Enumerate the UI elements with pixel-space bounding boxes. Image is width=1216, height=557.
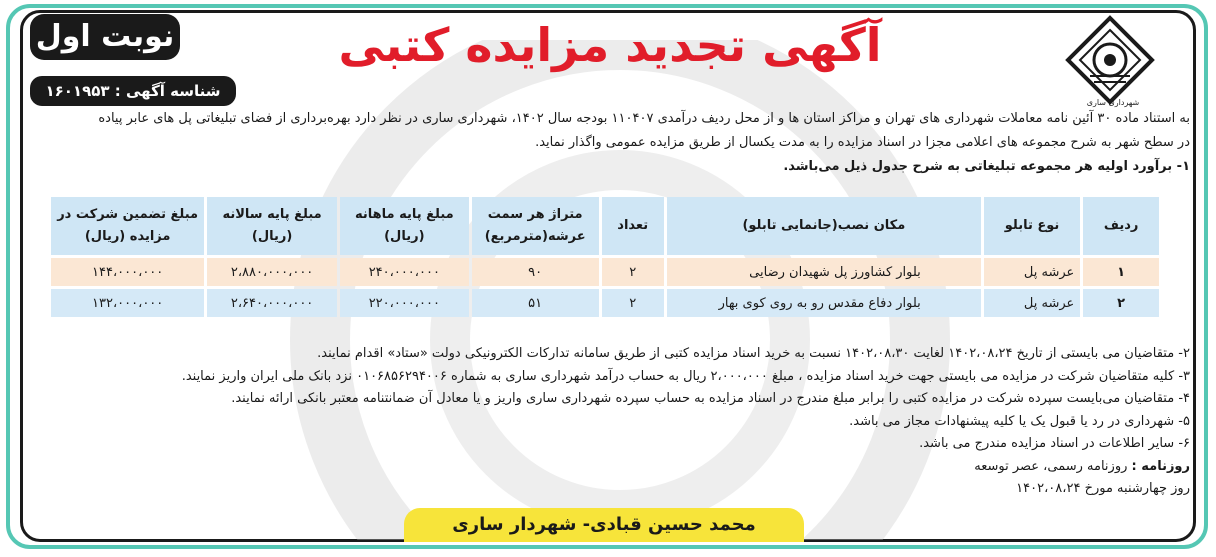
cell-yearly-base: ۲،۶۴۰،۰۰۰،۰۰۰: [207, 289, 337, 317]
cell-board-type: عرشه پل: [984, 258, 1080, 286]
col-guarantee: مبلغ تضمین شرکت در مزایده (ریال): [51, 197, 204, 255]
col-yearly-base: مبلغ پایه سالانه (ریال): [207, 197, 337, 255]
intro-line-3: ۱- برآورد اولیه هر مجموعه تبلیغاتی به شرح جدول ذیل می‌باشد.: [783, 159, 1190, 174]
table-header-row: [51, 197, 1159, 255]
cell-count: ۲: [602, 258, 664, 286]
col-monthly-base: مبلغ پایه ماهانه (ریال): [340, 197, 469, 255]
cell-monthly-base: ۲۲۰،۰۰۰،۰۰۰: [340, 289, 469, 317]
cell-row-number: ۲: [1083, 289, 1159, 317]
condition-item: ۵- شهرداری در رد یا قبول یک یا کلیه پیشنهادات مجاز می باشد.: [849, 413, 1190, 429]
conditions-list: [30, 343, 1190, 501]
newspapers-line: [30, 456, 1190, 479]
intro-line-2: در سطح شهر به شرح مجموعه های اعلامی مجزا در اسناد مزایده را به مدت یکسال از طریق مزایده عمومی واگذار نماید.: [535, 135, 1190, 150]
cell-location: بلوار دفاع مقدس رو به روی کوی بهار: [667, 289, 981, 317]
cell-count: ۲: [602, 289, 664, 317]
col-location: مکان نصب(جانمایی تابلو): [667, 197, 981, 255]
municipality-emblem-icon: [1060, 14, 1160, 110]
intro-line-1: به استناد ماده ۳۰ آئین نامه معاملات شهرداری های تهران و مراکز استان ها و از محل ردیف درآمدی ۱۱۰۴۰۷ بودجه سال ۱۴۰۲، شهرداری ساری در نظر دارد بهره‌برداری از فضای تبلیغاتی پل های عابر پیاده: [98, 111, 1190, 126]
table-row: [51, 289, 1159, 317]
col-area: متراژ هر سمت عرشه(مترمربع): [472, 197, 599, 255]
signer-banner: محمد حسین قبادی- شهردار ساری: [404, 508, 804, 542]
condition-item: ۳- کلیه متقاضیان شرکت در مزایده می بایستی جهت خرید اسناد مزایده ، مبلغ ۲،۰۰۰،۰۰۰ ریال به حساب درآمد شهرداری ساری به شماره ۰۱۰۶۸۵۶۲۹۴۰۰۶ نزد بانک ملی ایران واریز نمایند.: [181, 368, 1190, 384]
logo-caption: شهرداری ساری: [1086, 98, 1140, 107]
cell-row-number: ۱: [1083, 258, 1159, 286]
newspapers-label: روزنامه :: [1131, 458, 1190, 474]
ad-id-badge: شناسه آگهی : ۱۶۰۱۹۵۳: [30, 76, 236, 106]
cell-monthly-base: ۲۴۰،۰۰۰،۰۰۰: [340, 258, 469, 286]
col-board-type: نوع تابلو: [984, 197, 1080, 255]
table-row: [51, 258, 1159, 286]
cell-location: بلوار کشاورز پل شهیدان رضایی: [667, 258, 981, 286]
cell-area: ۹۰: [472, 258, 599, 286]
cell-guarantee: ۱۴۴،۰۰۰،۰۰۰: [51, 258, 204, 286]
cell-area: ۵۱: [472, 289, 599, 317]
publication-turn-badge: نوبت اول: [30, 14, 180, 60]
cell-yearly-base: ۲،۸۸۰،۰۰۰،۰۰۰: [207, 258, 337, 286]
condition-item: ۶- سایر اطلاعات در اسناد مزایده مندرج می باشد.: [919, 436, 1190, 451]
cell-guarantee: ۱۳۲،۰۰۰،۰۰۰: [51, 289, 204, 317]
condition-item: ۲- متقاضیان می بایستی از تاریخ ۱۴۰۲،۰۸،۲۴ لغایت ۱۴۰۲،۰۸،۳۰ نسبت به خرید اسناد مزایده کتبی از طریق سامانه تدارکات الکترونیکی دولت «ستاد» اقدام نمایند.: [317, 346, 1190, 361]
page-title: آگهی تجدید مزایده کتبی: [338, 18, 882, 72]
col-count: تعداد: [602, 197, 664, 255]
newspapers-value: روزنامه رسمی، عصر توسعه: [974, 458, 1128, 474]
intro-text: [30, 107, 1190, 179]
condition-item: ۴- متقاضیان می‌بایست سپرده شرکت در مزایده کتبی را برابر مبلغ مندرج در اسناد مزایده به حساب سپرده شهرداری ساری واریز و یا معادل آن ضمانتنامه معتبر بانکی ارائه نمایند.: [231, 391, 1190, 406]
publish-date: روز چهارشنبه مورخ ۱۴۰۲،۰۸،۲۴: [1016, 481, 1190, 496]
auction-table: [48, 194, 1162, 320]
cell-board-type: عرشه پل: [984, 289, 1080, 317]
col-row-number: ردیف: [1083, 197, 1159, 255]
